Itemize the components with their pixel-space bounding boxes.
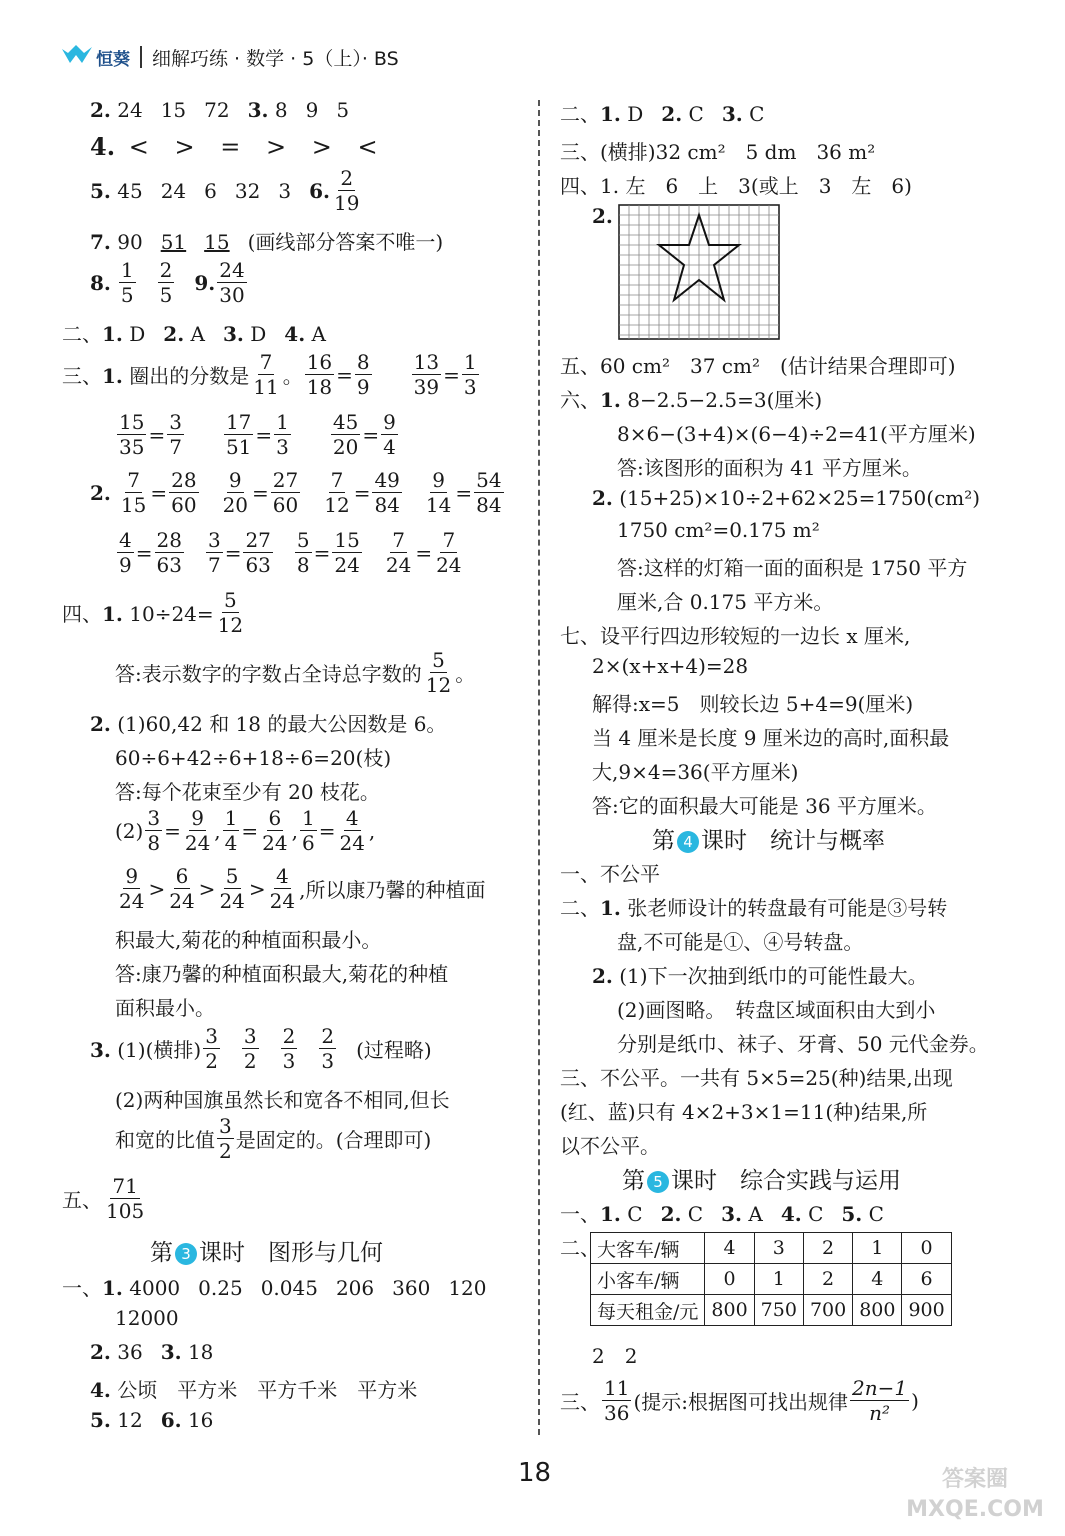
right-line-10: 1750 cm²=0.175 m² — [617, 518, 820, 542]
left-line-19: 答:康乃馨的种植面积最大,菊花的种植 — [115, 962, 449, 986]
left-line-14: 60÷6+42÷6+18÷6=20(枝) — [115, 746, 392, 770]
left-line-16: (2) $\frac{3}{8}$ = $\frac{9}{24}$ , $\frac{1}{4}$ = $\frac{6}{24}$ , $\frac{1}{6}$ = $\frac{4}{24}$ , — [115, 806, 376, 855]
right-line-16: 当 4 厘米是长度 9 厘米边的高时,面积最 — [592, 726, 950, 750]
section-5-heading: 第 5 课时 综合实践与运用 — [622, 1168, 901, 1194]
table-row-label: 小客车/辆 — [591, 1264, 705, 1295]
column-divider — [538, 100, 540, 1435]
right-line-8: 答:该图形的面积为 41 平方厘米。 — [617, 456, 922, 480]
table-cell: 0 — [902, 1233, 951, 1264]
table-cell: 2 — [803, 1233, 852, 1264]
table-cell: 1 — [754, 1264, 803, 1295]
left-line-12: 答:表示数字的字数占全诗总字数的 $\frac{5}{12}$ 。 — [115, 648, 476, 697]
rental-table — [590, 1232, 952, 1326]
right-line-11: 答:这样的灯箱一面的面积是 1750 平方 — [617, 556, 968, 580]
brand-text: 恒葵 — [96, 49, 130, 70]
right-line-21: 盘,不可能是①、④号转盘。 — [617, 930, 864, 954]
right-line-17: 大,9×4=36(平方厘米) — [592, 760, 799, 784]
right-line-30: 2 2 — [592, 1344, 638, 1368]
left-line-1: 2. 24 15 72 3. 8 9 5 — [90, 98, 350, 122]
left-line-17: $\frac{9}{24}$ > $\frac{6}{24}$ > $\frac{5}{24}$ > $\frac{4}{24}$ ,所以康乃馨的种植面 — [119, 864, 486, 913]
star-grid-figure — [618, 204, 780, 345]
left-line-8: $\frac{15}{35}$ = $\frac{3}{7}$ $\frac{17}{51}$ = $\frac{1}{3}$ $\frac{45}{20}$ = $\frac{9}{4}$ — [119, 410, 396, 459]
rental-table-wrap — [590, 1232, 952, 1326]
left-line-7: 三、1. 圈出的分数是 $\frac{7}{11}$ 。 $\frac{16}{18}$ = $\frac{8}{9}$ $\frac{13}{39}$ = $\frac{1}{3}$ — [62, 350, 477, 399]
table-row — [591, 1233, 952, 1264]
right-line-26: (红、蓝)只有 4×2+3×1=11(种)结果,所 — [560, 1100, 928, 1124]
left-line-21: 3. (1)(横排) $\frac{3}{2}$ $\frac{3}{2}$ $\frac{2}{3}$ $\frac{2}{3}$ (过程略) — [90, 1024, 432, 1073]
right-line-29-label: 二、 — [560, 1236, 600, 1260]
left-line-9: 2. $\frac{7}{15}$ = $\frac{28}{60}$ $\frac{9}{20}$ = $\frac{27}{60}$ $\frac{7}{12}$ = $\frac{49}{84}$ $\frac{9}{14}$ = $\frac{54}{84}$ — [90, 468, 502, 517]
left-line-26: 12000 — [115, 1306, 179, 1330]
book-title: 细解巧练 · 数学 · 5（上）· BS — [152, 47, 399, 70]
table-cell: 0 — [705, 1264, 754, 1295]
star-on-grid-icon — [618, 204, 780, 340]
left-line-20: 面积最小。 — [115, 996, 215, 1020]
right-line-22: 2. (1)下一次抽到纸巾的可能性最大。 — [592, 964, 928, 988]
right-line-25: 三、不公平。一共有 5×5=25(种)结果,出现 — [560, 1066, 953, 1090]
right-line-31: 三、 $\frac{11}{36}$ (提示:根据图可找出规律 $\frac{2n-1}{\text{n²}}$ ) — [560, 1376, 919, 1425]
left-line-13: 2. (1)60,42 和 18 的最大公因数是 6。 — [90, 712, 447, 736]
right-line-4-label: 2. — [592, 204, 613, 228]
left-line-25: 一、1. 4000 0.25 0.045 206 360 120 — [62, 1276, 487, 1300]
table-row-label: 每天租金/元 — [591, 1295, 705, 1326]
left-line-18: 积最大,菊花的种植面积最小。 — [115, 928, 382, 952]
table-cell: 2 — [803, 1264, 852, 1295]
right-line-13: 七、设平行四边形较短的一边长 x 厘米, — [560, 624, 911, 648]
left-line-29: 5. 12 6. 16 — [90, 1408, 214, 1432]
left-line-27: 2. 36 3. 18 — [90, 1340, 214, 1364]
left-line-24: 五、 $\frac{71}{105}$ — [62, 1174, 145, 1223]
table-cell: 4 — [705, 1233, 754, 1264]
header — [60, 40, 399, 74]
table-row — [591, 1264, 952, 1295]
left-line-23: 和宽的比值 $\frac{3}{2}$ 是固定的。(合理即可) — [115, 1114, 432, 1163]
left-line-6: 二、1. D 2. A 3. D 4. A — [62, 322, 326, 346]
table-cell: 700 — [803, 1295, 852, 1326]
left-line-4: 7. 90 51 15 (画线部分答案不唯一) — [90, 230, 444, 254]
right-line-19: 一、不公平 — [560, 862, 660, 886]
table-cell: 1 — [853, 1233, 902, 1264]
right-line-23: (2)画图略。 转盘区域面积由大到小 — [617, 998, 936, 1022]
left-line-3: 5. 45 24 6 32 3 6. $\frac{2}{19}$ — [90, 166, 360, 215]
left-line-2: 4. < > = > > < — [90, 132, 378, 161]
right-line-20: 二、1. 张老师设计的转盘最有可能是③号转 — [560, 896, 948, 920]
section-3-heading: 第 3 课时 图形与几何 — [150, 1240, 383, 1266]
brand-logo — [60, 43, 130, 71]
watermark-logo: 答案圈 MXQE.COM — [906, 1467, 1044, 1522]
right-line-9: 2. (15+25)×10÷2+62×25=1750(cm²) — [592, 486, 981, 510]
table-cell: 800 — [705, 1295, 754, 1326]
right-line-15: 解得:x=5 则较长边 5+4=9(厘米) — [592, 692, 914, 716]
right-line-6: 六、1. 8−2.5−2.5=3(厘米) — [560, 388, 823, 412]
left-line-28: 4. 公顷 平方米 平方千米 平方米 — [90, 1378, 418, 1402]
bird-logo-icon — [60, 43, 94, 71]
left-line-15: 答:每个花束至少有 20 枝花。 — [115, 780, 380, 804]
table-cell: 800 — [853, 1295, 902, 1326]
right-line-14: 2×(x+x+4)=28 — [592, 654, 749, 678]
table-cell: 750 — [754, 1295, 803, 1326]
left-line-10: $\frac{4}{9}$ = $\frac{28}{63}$ $\frac{3}{7}$ = $\frac{27}{63}$ $\frac{5}{8}$ = $\frac{15}{24}$ $\frac{7}{24}$ = $\frac{7}{24}$ — [119, 528, 462, 577]
left-line-5: 8. $\frac{1}{5}$ $\frac{2}{5}$ 9. $\frac{24}{30}$ — [90, 258, 245, 307]
right-line-18: 答:它的面积最大可能是 36 平方厘米。 — [592, 794, 937, 818]
table-row-label: 大客车/辆 — [591, 1233, 705, 1264]
right-line-12: 厘米,合 0.175 平方米。 — [617, 590, 834, 614]
right-line-5: 五、60 cm² 37 cm² (估计结果合理即可) — [560, 354, 956, 378]
table-cell: 4 — [853, 1264, 902, 1295]
right-line-27: 以不公平。 — [560, 1134, 660, 1158]
right-line-3: 四、1. 左 6 上 3(或上 3 左 6) — [560, 174, 912, 198]
right-line-24: 分别是纸巾、袜子、牙膏、50 元代金券。 — [617, 1032, 989, 1056]
left-line-22: (2)两种国旗虽然长和宽各不相同,但长 — [115, 1088, 450, 1112]
table-cell: 6 — [902, 1264, 951, 1295]
table-row — [591, 1295, 952, 1326]
section-4-heading: 第 4 课时 统计与概率 — [652, 828, 885, 854]
right-line-2: 三、(横排)32 cm² 5 dm 36 m² — [560, 140, 876, 164]
table-cell: 900 — [902, 1295, 951, 1326]
left-line-11: 四、1. 10÷24= $\frac{5}{12}$ — [62, 588, 244, 637]
right-line-1: 二、1. D 2. C 3. C — [560, 102, 765, 126]
page-number: 18 — [518, 1458, 552, 1488]
right-line-7: 8×6−(3+4)×(6−4)÷2=41(平方厘米) — [617, 422, 976, 446]
right-line-28: 一、1. C 2. C 3. A 4. C 5. C — [560, 1202, 884, 1226]
table-cell: 3 — [754, 1233, 803, 1264]
header-divider — [140, 46, 142, 68]
